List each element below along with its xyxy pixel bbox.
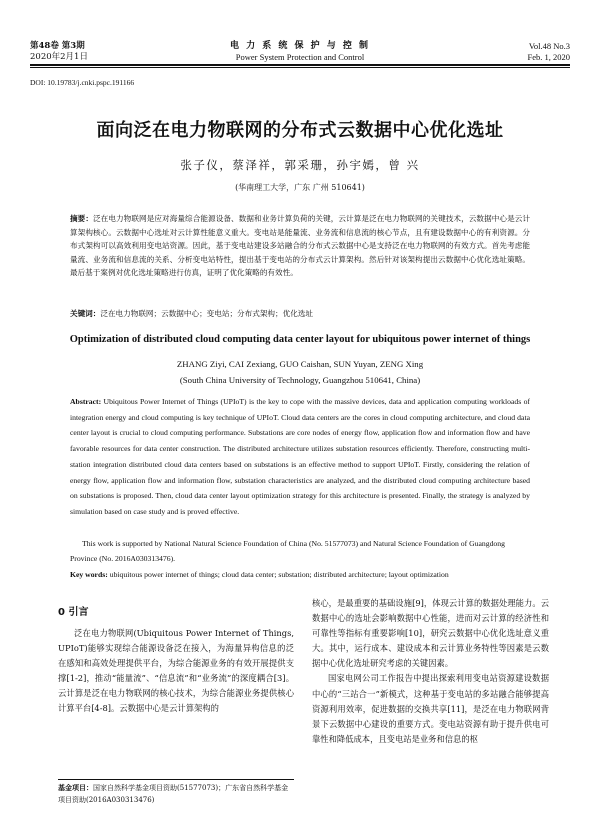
date-en: Feb. 1, 2020 — [527, 52, 570, 62]
body-right-paragraph-1: 核心，是最重要的基础设施[9]，体现云计算的数据处理能力。云数据中心的选址会影响数据中心性能，进而对云计算的经济性和可靠性等指标有重要影响[10]，研究云数据中心优化选址意义重大。其中，运行成本、建设成本和云计算业务特性等因素是云数据中心优化选址研究考虑的关键因素。 — [312, 598, 549, 669]
abstract-cn-label: 摘要： — [70, 214, 94, 223]
journal-name-cn: 电 力 系 统 保 护 与 控 制 — [229, 41, 371, 51]
keywords-cn — [70, 307, 530, 320]
abstract-cn-text: 泛在电力物联网是应对海量综合能源设备、数据和业务计算负荷的关键，云计算是泛在电力物联网的关键技术，云数据中心是云计算架构核心。云数据中心选址对云计算性能意义重大。变电站是能量流、业务流和信息流的核心节点，且有建设数据中心的有利资源。分布式架构可以高效利用变电站资源。因此，基于变电站建设多站融合的分布式云数据中心是支持泛在电力物联网的有效方式。首先考虑能量流、业务流和信息流的关系、分析变电站特性，提出基于变电站的分布式云计算架构。然后针对该架构提出云数据中心优化选址策略。最后基于案例对优化选址策略进行仿真，证明了优化策略的有效性。 — [70, 214, 531, 278]
keywords-cn-text: 泛在电力物联网；云数据中心；变电站；分布式架构；优化选址 — [100, 309, 313, 318]
journal-header — [0, 0, 600, 72]
keywords-en — [70, 568, 530, 582]
header-center — [0, 41, 600, 63]
header-rule-thin — [30, 67, 570, 68]
body-right-column — [312, 596, 549, 747]
body-left-column: 泛在电力物联网(Ubiquitous Power Internet of Things, UPIoT)能够实现综合能源设备泛在接入，为海量异构信息的泛在感知和高效处理提供平台，为综合能源业务的有效开展提供支撑[1-2]，推动“能量流”、“信息流”和“业务流”的深度耦合[3]。云计算是泛在电力物联网的核心技术，为综合能源业务提供核心计算平台[4-8]。云数据中心是云计算架构的 — [58, 628, 294, 714]
header-rule-thick — [30, 64, 570, 66]
volume-cn: 第48卷 第3期 — [30, 41, 85, 51]
section-heading-intro: 0 引言 — [58, 607, 89, 618]
abstract-cn — [70, 212, 530, 280]
footnote-text: 国家自然科学基金项目资助(51577073)；广东省自然科学基金项目资助(2016A030313476) — [58, 784, 289, 804]
date-cn: 2020年2月1日 — [30, 52, 88, 62]
keywords-en-text: ubiquitous power internet of things; cloud data center; substation; distributed architecture; layout optimization — [107, 570, 449, 579]
acknowledgement-en: This work is supported by National Natural Science Foundation of China (No. 51577073) and Natural Science Foundation of Guangdong Province (No. 2016A030313476). — [70, 539, 505, 564]
affiliation-cn: (华南理工大学，广东 广州 510641) — [235, 183, 365, 192]
abstract-en-text: Ubiquitous Power Internet of Things (UPIoT) is the key to cope with the massive devices, data and application computing workloads of integration energy and cloud computing is key technique of UPIoT. Cloud data centers are the cores in cloud computing architecture, and cloud data center layout is crucial to cloud computing performance. Substations are core nodes of energy flow, application flow and information flow and have favorable resources for data center construction. The distributed architecture utilizes substation resources efficiently. Therefore, constructing multi-station integration distributed cloud data centers based on substations is an effective method to support UPIoT. Firstly, considering the relation of energy flow, application flow and information flow, substation characteristics are analyzed, and the distributed cloud computing architecture based on substations is proposed. Then, cloud data center layout optimization strategy for this architecture is presented. Finally, the strategy is analyzed by simulation based on case study and is proved effective. — [70, 397, 530, 516]
keywords-en-label: Key words: — [70, 570, 108, 579]
doi: DOI: 10.19783/j.cnki.pspc.191166 — [30, 78, 135, 87]
abstract-en-label: Abstract: — [70, 397, 102, 406]
abstract-en — [70, 394, 530, 520]
footnote-label: 基金项目： — [58, 783, 93, 792]
footnote-rule — [58, 779, 294, 780]
body-right-paragraph-2: 国家电网公司工作报告中提出探索利用变电站资源建设数据中心的“三站合一”新模式，这种基于变电站的多站融合能够提高资源利用效率，促进数据的交换共享[11]，是泛在电力物联网背景下云数据中心建设的重要方式。变电站资源有助于提升供电可靠性和降低成本，且变电站是业务和信息的枢 — [312, 673, 549, 744]
authors-cn: 张子仪，蔡泽祥，郭采珊，孙宇嫣，曾 兴 — [180, 158, 420, 172]
header-right — [528, 41, 571, 63]
footnote — [58, 782, 294, 806]
authors-en: ZHANG Ziyi, CAI Zexiang, GUO Caishan, SUN Yuyan, ZENG Xing — [176, 359, 424, 369]
paper-title-cn: 面向泛在电力物联网的分布式云数据中心优化选址 — [96, 120, 504, 141]
volume-en: Vol.48 No.3 — [528, 41, 570, 51]
journal-name-en: Power System Protection and Control — [235, 52, 365, 62]
paper-title-en: Optimization of distributed cloud computing data center layout for ubiquitous power internet of things — [69, 334, 531, 345]
keywords-cn-label: 关键词： — [70, 309, 101, 318]
affiliation-en: (South China University of Technology, Guangzhou 510641, China) — [179, 375, 421, 385]
